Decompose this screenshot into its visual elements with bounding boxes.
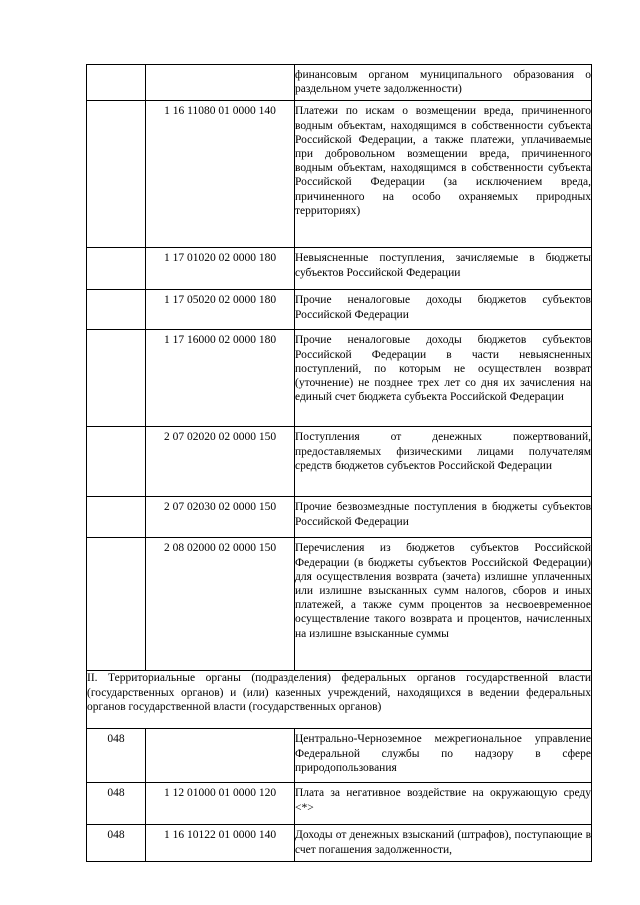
table-row <box>87 248 592 290</box>
admin-code-cell <box>87 427 146 497</box>
admin-code-cell <box>87 248 146 290</box>
section-heading: II. Территориальные органы (подразделения) федеральных органов государственной власти (государственных органов) и (или) казенных учреждений, находящихся в ведении федеральных органов государственной власти (государственных органов) <box>87 671 592 729</box>
revenue-code-cell: 2 07 02030 02 0000 150 <box>146 497 295 538</box>
admin-code-cell: 048 <box>87 729 146 783</box>
revenue-code-cell: 1 16 10122 01 0000 140 <box>146 825 295 861</box>
description-cell: Прочие безвозмездные поступления в бюджеты субъектов Российской Федерации <box>295 497 592 538</box>
revenue-code-cell: 1 17 05020 02 0000 180 <box>146 290 295 330</box>
description-cell: Прочие неналоговые доходы бюджетов субъектов Российской Федерации в части невыясненных поступлений, по которым не осуществлен возврат (уточнение) не позднее трех лет со дня их зачисления на единый счет бюджета субъекта Российской Федерации <box>295 330 592 427</box>
table-row <box>87 427 592 497</box>
revenue-code-cell: 1 16 11080 01 0000 140 <box>146 101 295 248</box>
revenue-code-cell: 1 12 01000 01 0000 120 <box>146 783 295 825</box>
revenue-code-cell <box>146 65 295 101</box>
revenue-code-cell: 2 07 02020 02 0000 150 <box>146 427 295 497</box>
table-row <box>87 330 592 427</box>
description-cell: Прочие неналоговые доходы бюджетов субъектов Российской Федерации <box>295 290 592 330</box>
section-heading-row <box>87 671 592 729</box>
revenue-code-cell: 2 08 02000 02 0000 150 <box>146 538 295 671</box>
description-cell: Перечисления из бюджетов субъектов Российской Федерации (в бюджеты субъектов Российской Федерации) для осуществления возврата (зачета) излишне уплаченных или излишне взысканных сумм налогов, сборов и иных платежей, а также сумм процентов за несвоевременное осуществление такого возврата и процентов, начисленных на излишне взысканные суммы <box>295 538 592 671</box>
table-row <box>87 497 592 538</box>
revenue-code-cell: 1 17 01020 02 0000 180 <box>146 248 295 290</box>
admin-code-cell <box>87 65 146 101</box>
table-row <box>87 783 592 825</box>
table-row <box>87 101 592 248</box>
description-cell: Плата за негативное воздействие на окружающую среду <*> <box>295 783 592 825</box>
revenue-codes-table <box>86 64 592 862</box>
admin-code-cell <box>87 290 146 330</box>
revenue-code-cell <box>146 729 295 783</box>
description-cell: Центрально-Черноземное межрегиональное управление Федеральной службы по надзору в сфере природопользования <box>295 729 592 783</box>
description-cell: Доходы от денежных взысканий (штрафов), поступающие в счет погашения задолженности, <box>295 825 592 861</box>
admin-code-cell <box>87 101 146 248</box>
admin-code-cell <box>87 538 146 671</box>
table-row <box>87 290 592 330</box>
description-cell: Платежи по искам о возмещении вреда, причиненного водным объектам, находящимся в собственности субъекта Российской Федерации, а также платежи, уплачиваемые при добровольном возмещении вреда, причиненного водным объектам, находящимся в собственности субъекта Российской Федерации (за исключением вреда, причиненного на особо охраняемых природных территориях) <box>295 101 592 248</box>
table-row <box>87 825 592 861</box>
description-cell: Поступления от денежных пожертвований, предоставляемых физическими лицами получателям средств бюджетов субъектов Российской Федерации <box>295 427 592 497</box>
table-row <box>87 538 592 671</box>
description-cell: Невыясненные поступления, зачисляемые в бюджеты субъектов Российской Федерации <box>295 248 592 290</box>
admin-code-cell: 048 <box>87 825 146 861</box>
revenue-code-cell: 1 17 16000 02 0000 180 <box>146 330 295 427</box>
table-row <box>87 729 592 783</box>
table-row <box>87 65 592 101</box>
admin-code-cell <box>87 497 146 538</box>
admin-code-cell: 048 <box>87 783 146 825</box>
admin-code-cell <box>87 330 146 427</box>
description-cell: финансовым органом муниципального образования о раздельном учете задолженности) <box>295 65 592 101</box>
